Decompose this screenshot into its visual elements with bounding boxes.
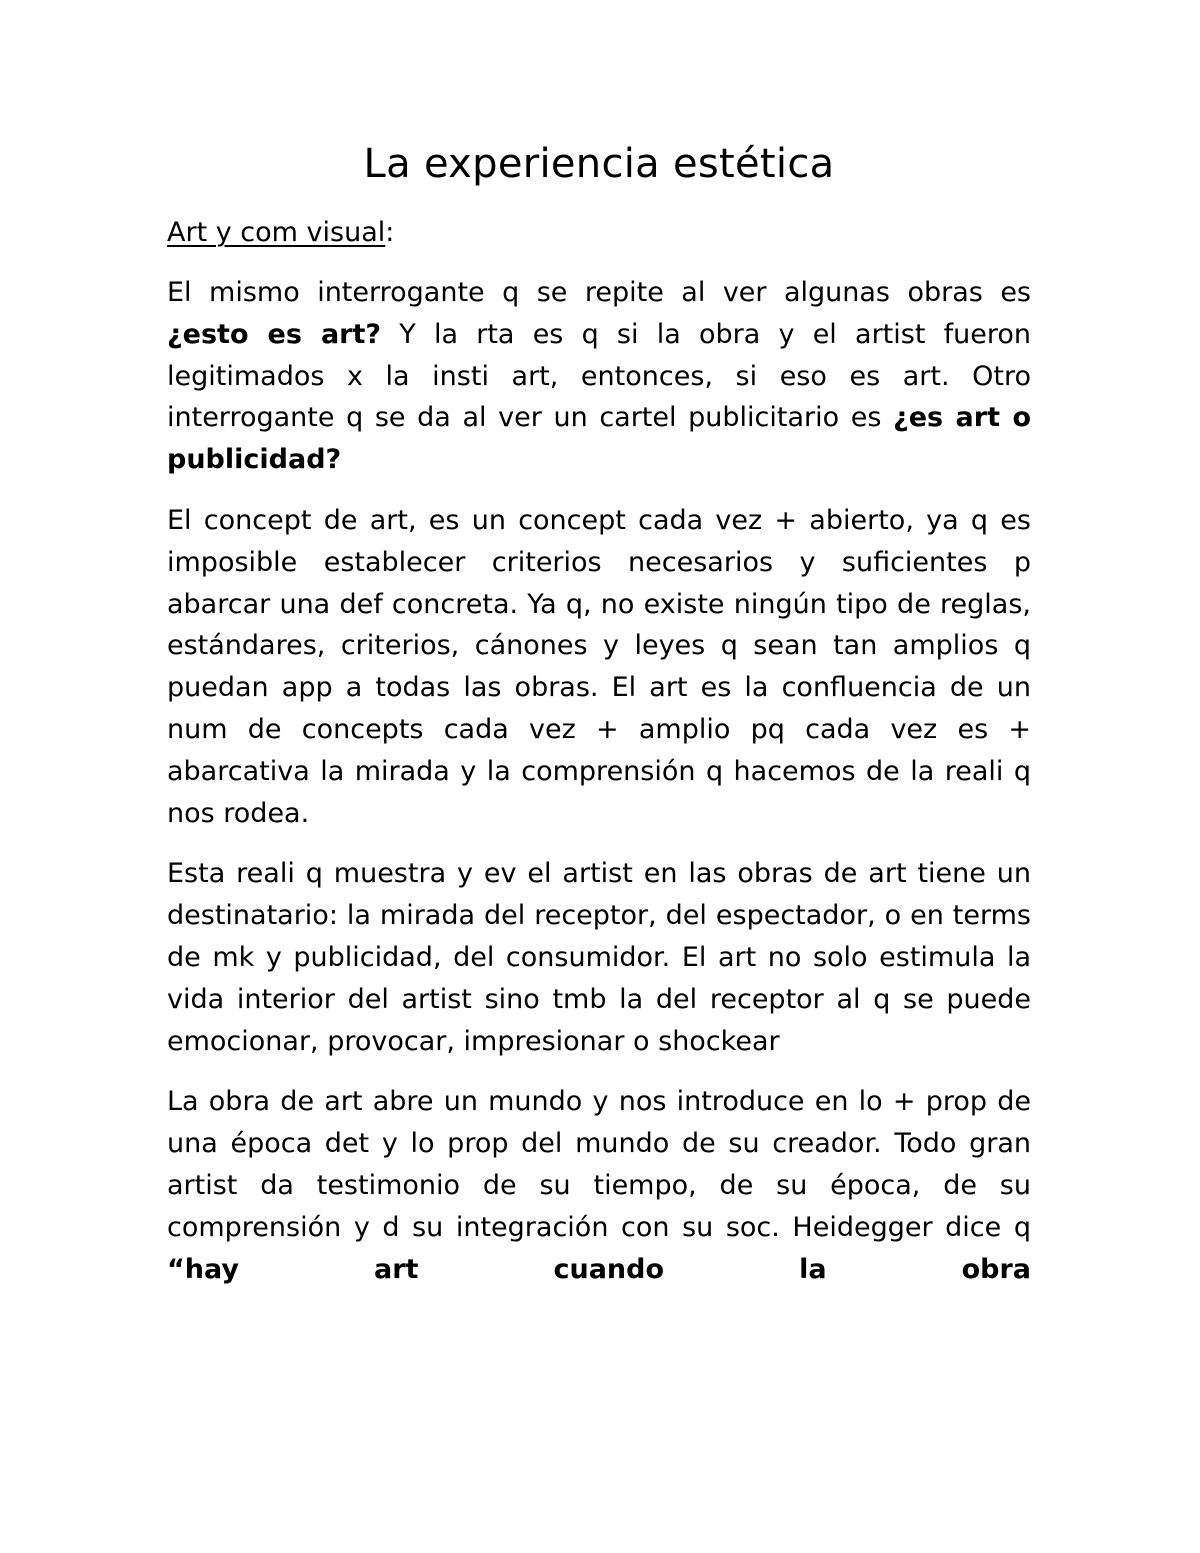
section-heading-text: Art y com visual <box>167 217 386 248</box>
paragraph-1-question-2: ¿es art o publicidad? <box>167 402 1031 476</box>
paragraph-1-text-a: El mismo interrogante q se repite al ver algunas obras es <box>167 277 1031 308</box>
paragraph-4-quote: “hay art cuando la obra <box>167 1253 1031 1285</box>
paragraph-1-text-b: Y la rta es q si la obra y el artist fueron legitimados x la insti art, entonces, si eso es art. Otro interrogante q se da al ver un cartel publicitario es <box>167 318 1031 434</box>
document-title: La experiencia estética <box>363 141 835 187</box>
paragraph-1 <box>167 272 1031 481</box>
paragraph-4-text: La obra de art abre un mundo y nos introduce en lo + prop de una época det y lo prop del mundo de su creador. Todo gran artist da testimonio de su tiempo, de su época, de su comprensión y d su integración con su soc. Heidegger dice q <box>167 1086 1031 1243</box>
paragraph-1-question-1: ¿esto es art? <box>167 318 382 350</box>
section-heading-colon: : <box>385 217 395 248</box>
paragraph-3: Esta reali q muestra y ev el artist en las obras de art tiene un destinatario: la mirada del receptor, del espectador, o en terms de mk y publicidad, del consumidor. El art no solo estimula la vida interior del artist sino tmb la del receptor al q se puede emocionar, provocar, impresionar o shockear <box>167 858 1031 1057</box>
paragraph-4 <box>167 1081 1031 1290</box>
document-page <box>167 140 1031 1309</box>
paragraph-2: El concept de art, es un concept cada vez + abierto, ya q es imposible establecer criterios necesarios y suficientes p abarcar una def concreta. Ya q, no existe ningún tipo de reglas, estándares, criterios, cánones y leyes q sean tan amplios q puedan app a todas las obras. El art es la confluencia de un num de concepts cada vez + amplio pq cada vez es + abarcativa la mirada y la comprensión q hacemos de la reali q nos rodea. <box>167 504 1031 829</box>
section-heading <box>167 212 1031 254</box>
